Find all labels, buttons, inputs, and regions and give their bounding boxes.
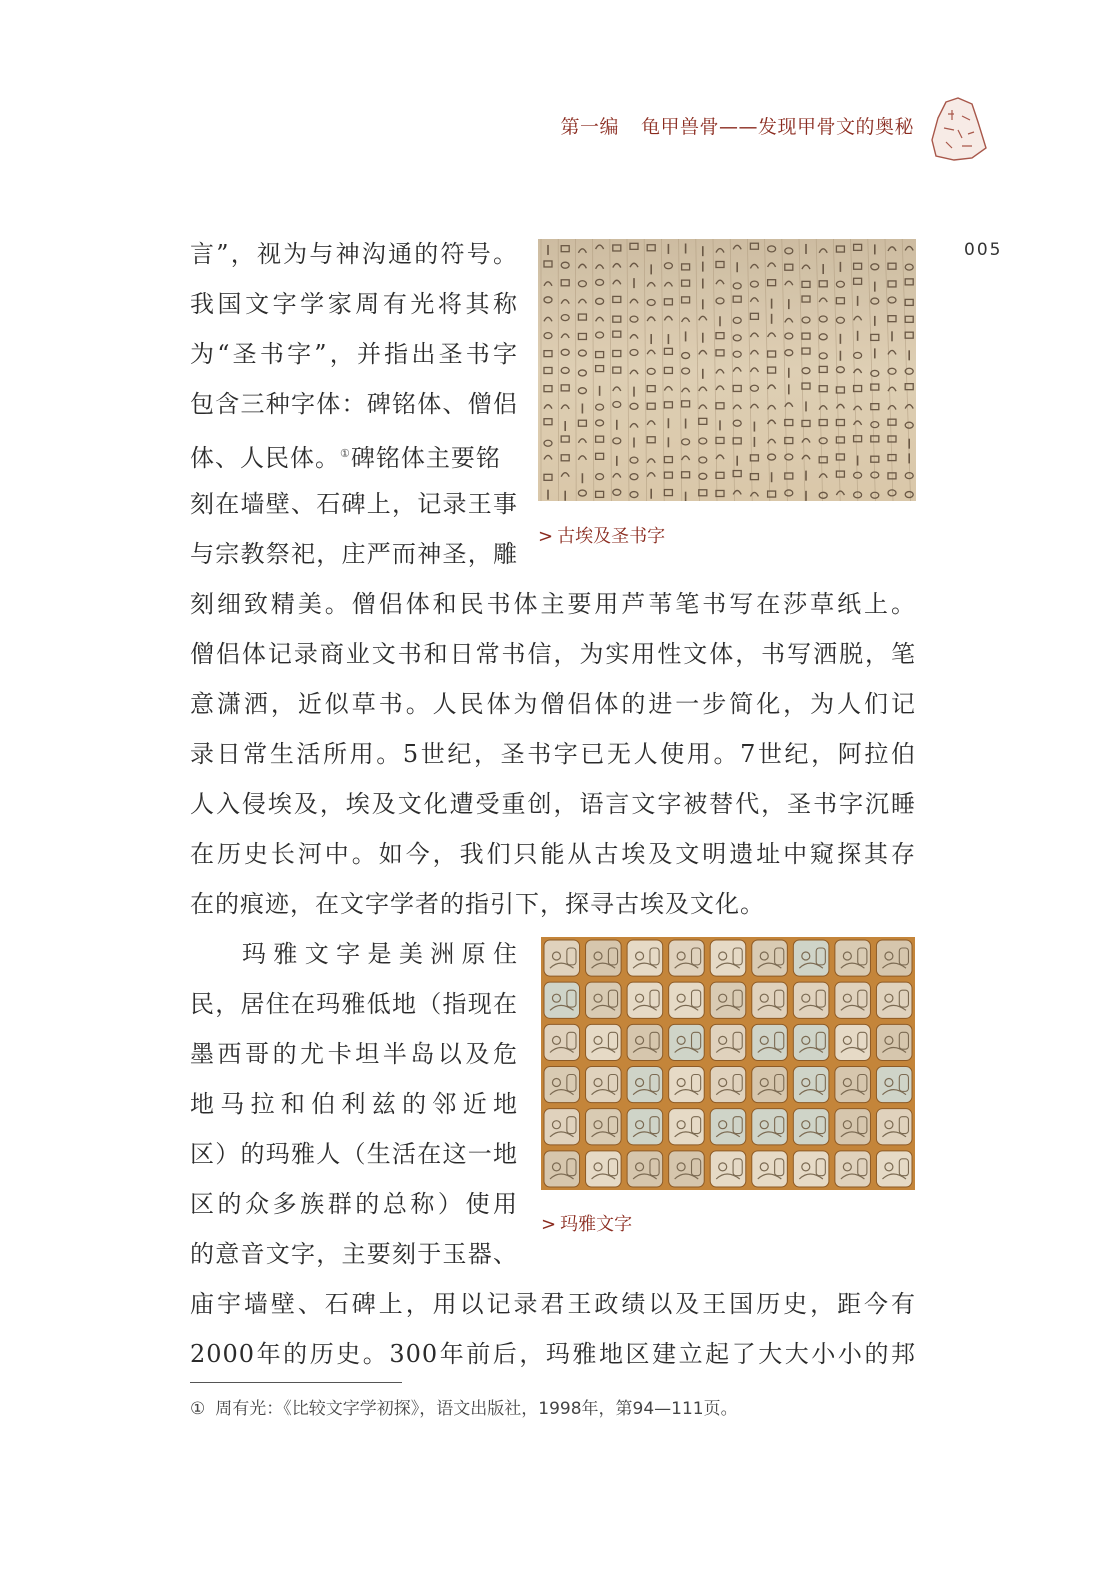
caption-marker: >	[538, 526, 554, 547]
text-line-with-footnote	[190, 439, 518, 472]
oracle-bone-logo-icon	[928, 96, 990, 162]
figure-caption-1	[538, 522, 665, 548]
text-line: 与宗教祭祀，庄严而神圣，雕	[190, 540, 518, 568]
maya-glyph-image	[541, 937, 915, 1190]
text-line: 为“圣书字”，并指出圣书字	[190, 340, 518, 368]
text-line: 僧侣体记录商业文书和日常书信，为实用性文体，书写洒脱，笔	[190, 640, 916, 668]
text-line: 墨西哥的尤卡坦半岛以及危	[190, 1040, 518, 1068]
text-line: 录日常生活所用。5世纪，圣书字已无人使用。7世纪，阿拉伯	[190, 740, 916, 768]
text-line: 区）的玛雅人（生活在这一地	[190, 1140, 518, 1168]
part-title: 龟甲兽骨——发现甲骨文的奥秘	[640, 116, 914, 138]
text-line: 在历史长河中。如今，我们只能从古埃及文明遗址中窥探其存	[190, 840, 916, 868]
text-segment: 体、人民体。	[190, 444, 340, 472]
text-line: 言”，视为与神沟通的符号。	[190, 240, 518, 268]
page-number: 005	[964, 240, 1003, 260]
text-line: 的意音文字，主要刻于玉器、	[190, 1240, 518, 1268]
text-line: 区的众多族群的总称）使用	[190, 1190, 518, 1218]
figure-caption-2	[541, 1210, 632, 1236]
footnote-marker: ①	[190, 1399, 206, 1419]
text-line: 2000年的历史。300年前后，玛雅地区建立起了大大小小的邦	[190, 1340, 916, 1368]
maya-glyph-blocks-icon	[541, 937, 915, 1190]
caption-text: 玛雅文字	[560, 1214, 633, 1235]
text-line: 民，居住在玛雅低地（指现在	[190, 990, 518, 1018]
caption-text: 古埃及圣书字	[557, 526, 666, 547]
hieroglyph-wall-icon	[538, 239, 916, 501]
egyptian-hieroglyph-image	[538, 239, 916, 501]
text-line: 玛雅文字是美洲原住	[242, 940, 518, 968]
caption-marker: >	[541, 1214, 557, 1235]
text-line: 庙宇墙壁、石碑上，用以记录君王政绩以及王国历史，距今有	[190, 1290, 916, 1318]
text-line: 刻细致精美。僧侣体和民书体主要用芦苇笔书写在莎草纸上。	[190, 590, 916, 618]
text-line: 人入侵埃及，埃及文化遭受重创，语言文字被替代，圣书字沉睡	[190, 790, 916, 818]
text-line: 刻在墙壁、石碑上，记录王事	[190, 490, 518, 518]
text-segment: 碑铭体主要铭	[350, 444, 501, 472]
footnote	[190, 1394, 738, 1419]
text-line: 包含三种字体：碑铭体、僧侣	[190, 390, 518, 418]
text-line: 意潇洒，近似草书。人民体为僧侣体的进一步简化，为人们记	[190, 690, 916, 718]
footnote-divider	[190, 1382, 402, 1383]
part-label: 第一编	[560, 116, 619, 138]
running-header	[560, 112, 914, 139]
text-line: 在的痕迹，在文字学者的指引下，探寻古埃及文化。	[190, 890, 765, 918]
footnote-text: 周有光：《比较文字学初探》，语文出版社，1998年，第94—111页。	[215, 1399, 738, 1419]
text-line: 地马拉和伯利兹的邻近地	[190, 1090, 518, 1118]
text-line: 我国文字学家周有光将其称	[190, 290, 518, 318]
footnote-reference[interactable]: ①	[340, 447, 351, 460]
